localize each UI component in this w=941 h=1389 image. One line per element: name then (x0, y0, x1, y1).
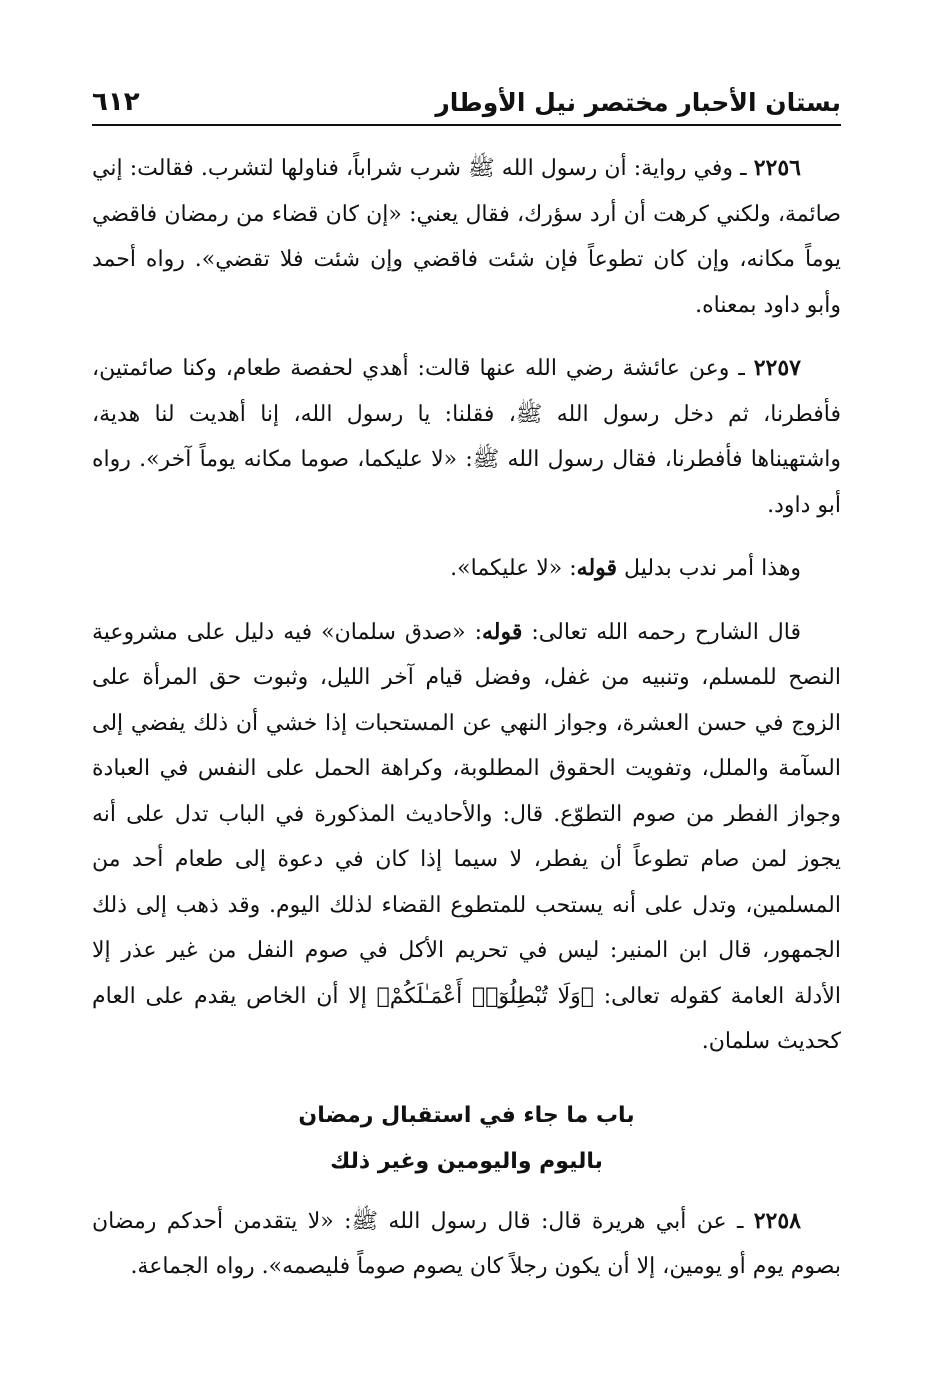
page-body (92, 146, 841, 1308)
note-text-start: وهذا أمر ندب بدليل (617, 556, 801, 581)
hadith-number: ٢٢٥٧ (753, 355, 801, 381)
book-title: بستان الأحبار مختصر نيل الأوطار (435, 87, 841, 117)
hadith-number: ٢٢٥٦ (753, 155, 801, 181)
hadith-text: ـ عن أبي هريرة قال: قال رسول الله ﷺ: «لا يتقدمن أحدكم رمضان بصوم يوم أو يومين، إلا أن يكون رجلاً كان يصوم صوماً فليصمه». رواه الجماعة. (92, 1208, 841, 1279)
commentary-text-end: : «صدق سلمان» فيه دليل على مشروعية النصح للمسلم، وتنبيه من غفل، وفضل قيام آخر الليل، وثبوت حق المرأة على الزوج في حسن العشرة، وجواز النهي عن المستحبات إذا خشي أن ذلك يفضي إلى السآمة والملل، وتفويت الحقوق المطلوبة، وكراهة الحمل على النفس في العبادة وجواز الفطر من صوم التطوّع. قال: والأحاديث المذكورة في الباب تدل على أنه يجوز لمن صام تطوعاً أن يفطر، لا سيما إذا كان في دعوة إلى طعام أحد من المسلمين، وتدل على أنه يستحب للمتطوع القضاء لذلك اليوم. وقد ذهب إلى ذلك الجمهور، قال ابن المنير: ليس في تحريم الأكل في صوم النفل من غير عذر إلا الأدلة العامة كقوله تعالى: ﴿وَلَا تُبْطِلُوٓا۟ أَعْمَـٰلَكُمْ﴾ إلا أن الخاص يقدم على العام كحديث سلمان. (92, 619, 841, 1054)
section-heading (92, 1093, 841, 1185)
hadith-2257 (92, 346, 841, 528)
hadith-text: ـ وعن عائشة رضي الله عنها قالت: أهدي لحفصة طعام، وكنا صائمتين، فأفطرنا، ثم دخل رسول الله ﷺ، فقلنا: يا رسول الله، إنا أهديت لنا هدية، واشتهيناها فأفطرنا، فقال رسول الله ﷺ: «لا عليكما، صوما مكانه يوماً آخر». رواه أبو داود. (92, 356, 841, 518)
note-bold-word: قوله (576, 555, 618, 581)
section-heading-line-1: باب ما جاء في استقبال رمضان (298, 1102, 635, 1128)
page-number: ٦١٢ (92, 87, 140, 117)
hadith-number: ٢٢٥٨ (753, 1207, 801, 1234)
note-paragraph (92, 546, 841, 592)
hadith-2256 (92, 146, 841, 328)
hadith-text: ـ وفي رواية: أن رسول الله ﷺ شرب شراباً، فناولها لتشرب. فقالت: إني صائمة، ولكني كرهت أن أرد سؤرك، فقال يعني: «إن كان قضاء من رمضان فاقضي يوماً مكانه، وإن كان تطوعاً فإن شئت فاقضي وإن شئت فلا تقضي». رواه أحمد وأبو داود بمعناه. (92, 156, 841, 318)
section-heading-line-2: باليوم واليومين وغير ذلك (330, 1148, 603, 1174)
commentary-paragraph (92, 610, 841, 1065)
note-text-end: : «لا عليكما». (450, 556, 577, 581)
commentary-text-start: قال الشارح رحمه الله تعالى: (522, 619, 801, 645)
hadith-2258 (92, 1199, 841, 1290)
commentary-bold-word: قوله (482, 618, 523, 645)
running-header (92, 80, 841, 126)
